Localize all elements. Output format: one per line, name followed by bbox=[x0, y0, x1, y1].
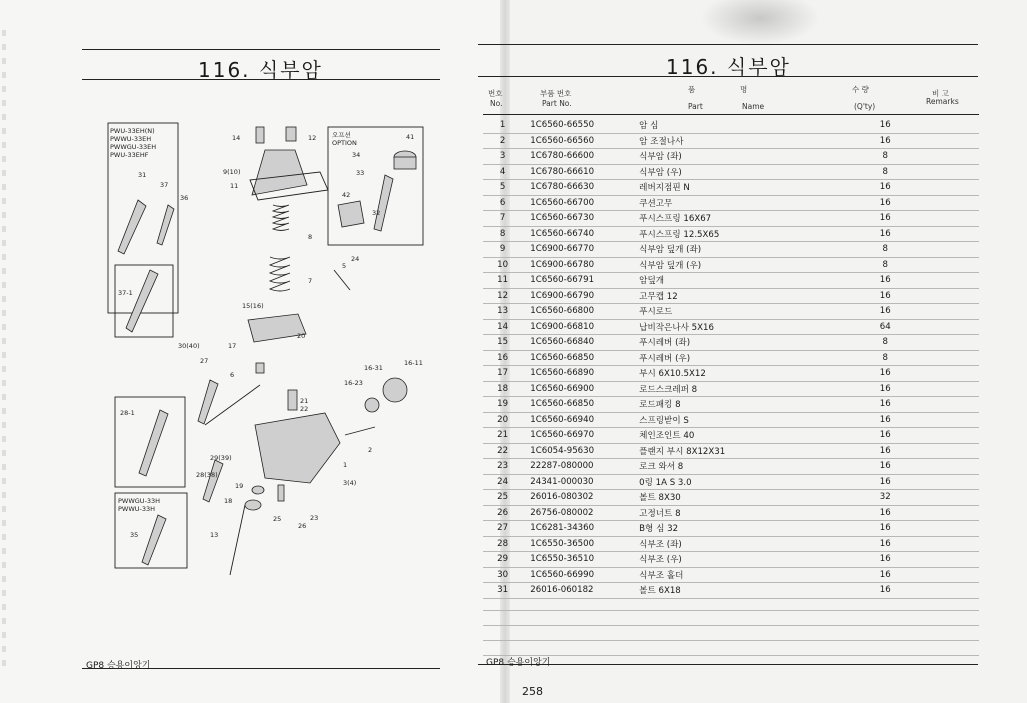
callout-label: 14 bbox=[232, 134, 241, 142]
exploded-view-drawing bbox=[60, 105, 480, 650]
remarks bbox=[905, 195, 979, 211]
table-row bbox=[483, 195, 979, 211]
remarks bbox=[905, 211, 979, 227]
row-number: 18 bbox=[483, 381, 522, 397]
empty-table-line bbox=[483, 640, 979, 641]
remarks bbox=[905, 335, 979, 351]
part-number: 1C6550-36510 bbox=[522, 552, 639, 568]
callout-label: 17 bbox=[228, 342, 237, 350]
quantity: 16 bbox=[866, 226, 905, 242]
quantity: 16 bbox=[866, 180, 905, 196]
row-number: 5 bbox=[483, 180, 522, 196]
row-number: 22 bbox=[483, 443, 522, 459]
part-name: 플랜지 부시 8X12X31 bbox=[639, 443, 865, 459]
part-number: 1C6560-66890 bbox=[522, 366, 639, 382]
table-row bbox=[483, 443, 979, 459]
remarks bbox=[905, 443, 979, 459]
callout-label: 16-31 bbox=[364, 364, 383, 372]
row-number: 29 bbox=[483, 552, 522, 568]
row-number: 26 bbox=[483, 505, 522, 521]
callout-label: 37-1 bbox=[118, 289, 133, 297]
part-name: 식부조 (좌) bbox=[639, 536, 865, 552]
callout-label: 6 bbox=[230, 371, 235, 379]
quantity: 16 bbox=[866, 381, 905, 397]
arm-shaft-drawing bbox=[383, 378, 407, 402]
header-part-name: Name bbox=[742, 102, 765, 111]
quantity: 16 bbox=[866, 118, 905, 133]
remarks bbox=[905, 288, 979, 304]
part-number: 26756-080002 bbox=[522, 505, 639, 521]
callout-label: 11 bbox=[230, 182, 239, 190]
remarks bbox=[905, 133, 979, 149]
part-name: 푸시스프링 16X67 bbox=[639, 211, 865, 227]
quantity: 16 bbox=[866, 459, 905, 475]
remarks bbox=[905, 273, 979, 289]
quantity: 16 bbox=[866, 552, 905, 568]
table-row bbox=[483, 319, 979, 335]
table-row bbox=[483, 118, 979, 133]
part-name: 로드패킹 8 bbox=[639, 397, 865, 413]
table-row bbox=[483, 505, 979, 521]
part-name: 암 심 bbox=[639, 118, 865, 133]
header-remarks: Remarks bbox=[926, 97, 959, 106]
part-number: 1C6560-66940 bbox=[522, 412, 639, 428]
left-title-rule-bottom bbox=[82, 79, 440, 80]
remarks bbox=[905, 428, 979, 444]
empty-table-line bbox=[483, 655, 979, 656]
part-name: 납비작은나사 5X16 bbox=[639, 319, 865, 335]
part-number: 1C6560-66700 bbox=[522, 195, 639, 211]
option-label: OPTION bbox=[332, 139, 357, 147]
table-row bbox=[483, 242, 979, 258]
row-number: 6 bbox=[483, 195, 522, 211]
rod-scraper-drawing bbox=[245, 500, 261, 510]
part-name: 식부암 (좌) bbox=[639, 149, 865, 165]
part-name: 식부조 (우) bbox=[639, 552, 865, 568]
planting-claw-drawing bbox=[157, 205, 174, 245]
cushion-rubber-drawing bbox=[256, 363, 264, 373]
remarks bbox=[905, 366, 979, 382]
flange-bush-drawing bbox=[288, 390, 297, 410]
row-number: 16 bbox=[483, 350, 522, 366]
right-title-rule-bottom bbox=[478, 76, 978, 77]
part-name: 푸시로드 bbox=[639, 304, 865, 320]
row-number: 27 bbox=[483, 521, 522, 537]
callout-label: 9(10) bbox=[223, 168, 241, 176]
callout-label: 19 bbox=[235, 482, 244, 490]
part-name: 고정너트 8 bbox=[639, 505, 865, 521]
part-name: 로드스크레퍼 8 bbox=[639, 381, 865, 397]
adjust-screw-drawing bbox=[345, 427, 375, 435]
callout-label: 27 bbox=[200, 357, 209, 365]
part-number: 1C6560-66850 bbox=[522, 397, 639, 413]
part-number: 1C6780-66610 bbox=[522, 164, 639, 180]
remarks bbox=[905, 505, 979, 521]
callout-label: 8 bbox=[308, 233, 313, 241]
table-row bbox=[483, 474, 979, 490]
planting-claw-drawing bbox=[203, 460, 223, 502]
row-number: 9 bbox=[483, 242, 522, 258]
part-name: 레버지점핀 N bbox=[639, 180, 865, 196]
rod-packing-drawing bbox=[252, 486, 264, 494]
header-remarks-korean: 비 고 bbox=[932, 89, 949, 98]
remarks bbox=[905, 490, 979, 506]
part-name: 식부암 (우) bbox=[639, 164, 865, 180]
header-no-korean: 번호 bbox=[488, 89, 503, 98]
callout-label: 35 bbox=[130, 531, 139, 539]
callout-label: 18 bbox=[224, 497, 233, 505]
part-name: 푸시레버 (좌) bbox=[639, 335, 865, 351]
part-number: 1C6900-66780 bbox=[522, 257, 639, 273]
row-number: 31 bbox=[483, 583, 522, 599]
remarks bbox=[905, 397, 979, 413]
table-row bbox=[483, 149, 979, 165]
option-part-drawing bbox=[394, 157, 416, 169]
callout-label: 25 bbox=[273, 515, 282, 523]
remarks bbox=[905, 521, 979, 537]
remarks bbox=[905, 474, 979, 490]
quantity: 8 bbox=[866, 242, 905, 258]
remarks bbox=[905, 118, 979, 133]
push-rod-drawing bbox=[230, 505, 245, 575]
part-number: 22287-080000 bbox=[522, 459, 639, 475]
part-number: 1C6900-66770 bbox=[522, 242, 639, 258]
table-row bbox=[483, 304, 979, 320]
row-number: 11 bbox=[483, 273, 522, 289]
quantity: 16 bbox=[866, 521, 905, 537]
right-footer-rule bbox=[478, 664, 978, 665]
row-number: 7 bbox=[483, 211, 522, 227]
header-rule bbox=[483, 114, 979, 115]
callout-label: 30(40) bbox=[178, 342, 200, 350]
remarks bbox=[905, 350, 979, 366]
row-number: 13 bbox=[483, 304, 522, 320]
left-page-title: 116. 식부암 bbox=[198, 58, 323, 82]
table-row bbox=[483, 211, 979, 227]
empty-table-line bbox=[483, 625, 979, 626]
callout-label: 31 bbox=[138, 171, 147, 179]
table-row bbox=[483, 521, 979, 537]
callout-label: 5 bbox=[342, 262, 347, 270]
part-number: 1C6560-66840 bbox=[522, 335, 639, 351]
remarks bbox=[905, 242, 979, 258]
parts-diagram bbox=[60, 105, 480, 650]
part-number: 1C6780-66600 bbox=[522, 149, 639, 165]
part-number: 1C6560-66990 bbox=[522, 567, 639, 583]
table-row bbox=[483, 226, 979, 242]
row-number: 17 bbox=[483, 366, 522, 382]
right-page-title: 116. 식부암 bbox=[666, 55, 791, 79]
header-name-korean: 명 bbox=[740, 85, 748, 94]
header-qty: (Q'ty) bbox=[854, 102, 876, 111]
callout-label: 28-1 bbox=[120, 409, 135, 417]
table-row bbox=[483, 164, 979, 180]
part-name: 쿠션고무 bbox=[639, 195, 865, 211]
quantity: 16 bbox=[866, 304, 905, 320]
planting-claw-drawing bbox=[126, 270, 158, 332]
row-number: 8 bbox=[483, 226, 522, 242]
callout-label: 7 bbox=[308, 277, 313, 285]
parts-table-body bbox=[483, 118, 979, 598]
left-title-rule-top bbox=[82, 49, 440, 50]
remarks bbox=[905, 304, 979, 320]
table-row bbox=[483, 459, 979, 475]
part-name: 암 조절나사 bbox=[639, 133, 865, 149]
model-label: PWWU-33EH bbox=[110, 135, 152, 143]
quantity: 8 bbox=[866, 257, 905, 273]
row-number: 24 bbox=[483, 474, 522, 490]
table-row bbox=[483, 552, 979, 568]
row-number: 4 bbox=[483, 164, 522, 180]
table-row bbox=[483, 180, 979, 196]
quantity: 64 bbox=[866, 319, 905, 335]
part-name: 체인조인트 40 bbox=[639, 428, 865, 444]
table-row bbox=[483, 536, 979, 552]
part-name: 식부조 홀더 bbox=[639, 567, 865, 583]
push-spring-drawing bbox=[273, 205, 289, 231]
callout-label: 3(4) bbox=[343, 479, 357, 487]
callout-label: 21 bbox=[300, 397, 309, 405]
model-label: PWWGU-33EH bbox=[110, 143, 157, 151]
part-name: 볼트 6X18 bbox=[639, 583, 865, 599]
callout-label: 36 bbox=[180, 194, 189, 202]
row-number: 2 bbox=[483, 133, 522, 149]
callout-label: 15(16) bbox=[242, 302, 264, 310]
remarks bbox=[905, 459, 979, 475]
part-number: 1C6560-66791 bbox=[522, 273, 639, 289]
table-row bbox=[483, 366, 979, 382]
part-name: 푸시레버 (우) bbox=[639, 350, 865, 366]
table-row bbox=[483, 583, 979, 599]
remarks bbox=[905, 381, 979, 397]
remarks bbox=[905, 583, 979, 599]
quantity: 16 bbox=[866, 211, 905, 227]
quantity: 16 bbox=[866, 536, 905, 552]
part-number: 1C6560-66560 bbox=[522, 133, 639, 149]
callout-label: 37 bbox=[160, 181, 169, 189]
table-row bbox=[483, 288, 979, 304]
callout-label: 24 bbox=[351, 255, 360, 263]
quantity: 8 bbox=[866, 149, 905, 165]
page-edge-marks bbox=[2, 30, 6, 670]
header-qty-korean: 수 량 bbox=[852, 85, 869, 94]
row-number: 21 bbox=[483, 428, 522, 444]
remarks bbox=[905, 164, 979, 180]
left-footer: GP8 승용이앙기 bbox=[86, 661, 151, 671]
row-number: 10 bbox=[483, 257, 522, 273]
table-row bbox=[483, 257, 979, 273]
part-number: 1C6560-66970 bbox=[522, 428, 639, 444]
option-bracket-drawing bbox=[338, 201, 364, 227]
quantity: 16 bbox=[866, 366, 905, 382]
quantity: 32 bbox=[866, 490, 905, 506]
row-number: 20 bbox=[483, 412, 522, 428]
planting-arm-body-drawing bbox=[255, 413, 340, 483]
part-name: 암덮개 bbox=[639, 273, 865, 289]
quantity: 16 bbox=[866, 288, 905, 304]
remarks bbox=[905, 412, 979, 428]
bolt-drawing bbox=[278, 485, 284, 501]
table-row bbox=[483, 273, 979, 289]
option-claw-drawing bbox=[374, 175, 393, 231]
right-title-rule-top bbox=[478, 44, 978, 45]
model-label: PWWGU-33H bbox=[118, 497, 161, 505]
row-number: 28 bbox=[483, 536, 522, 552]
header-name-korean: 품 bbox=[688, 85, 696, 94]
quantity: 16 bbox=[866, 583, 905, 599]
part-number: 1C6560-66550 bbox=[522, 118, 639, 133]
row-number: 12 bbox=[483, 288, 522, 304]
table-row bbox=[483, 397, 979, 413]
quantity: 8 bbox=[866, 350, 905, 366]
remarks bbox=[905, 257, 979, 273]
part-name: 푸시스프링 12.5X65 bbox=[639, 226, 865, 242]
callout-label: 2 bbox=[368, 446, 373, 454]
callout-label: 1 bbox=[343, 461, 348, 469]
quantity: 16 bbox=[866, 412, 905, 428]
callout-label: 16-23 bbox=[344, 379, 363, 387]
part-number: 26016-060182 bbox=[522, 583, 639, 599]
part-number: 26016-080302 bbox=[522, 490, 639, 506]
part-name: 볼트 8X30 bbox=[639, 490, 865, 506]
callout-label: 33 bbox=[356, 169, 365, 177]
part-number: 1C6780-66630 bbox=[522, 180, 639, 196]
model-label: PWU-33EH(N) bbox=[110, 127, 155, 135]
lever-pin-drawing bbox=[334, 270, 350, 290]
remarks bbox=[905, 226, 979, 242]
header-no: No. bbox=[490, 99, 503, 108]
part-number: 1C6054-95630 bbox=[522, 443, 639, 459]
quantity: 16 bbox=[866, 567, 905, 583]
table-row bbox=[483, 412, 979, 428]
remarks bbox=[905, 180, 979, 196]
part-name: 스프링받이 S bbox=[639, 412, 865, 428]
scan-smudge bbox=[700, 0, 820, 45]
quantity: 16 bbox=[866, 397, 905, 413]
part-name: 식부암 덮개 (좌) bbox=[639, 242, 865, 258]
table-row bbox=[483, 350, 979, 366]
parts-table bbox=[483, 118, 979, 599]
callout-label: 28(38) bbox=[196, 471, 218, 479]
row-number: 15 bbox=[483, 335, 522, 351]
quantity: 8 bbox=[866, 335, 905, 351]
option-label-korean: 오프션 bbox=[332, 131, 351, 139]
row-number: 30 bbox=[483, 567, 522, 583]
rubber-cap-drawing bbox=[286, 127, 296, 141]
part-name: 부시 6X10.5X12 bbox=[639, 366, 865, 382]
table-row bbox=[483, 567, 979, 583]
callout-label: 12 bbox=[308, 134, 317, 142]
table-row bbox=[483, 428, 979, 444]
part-name: 식부암 덮개 (우) bbox=[639, 257, 865, 273]
header-part-no-korean: 부품 번호 bbox=[540, 89, 572, 98]
table-row bbox=[483, 335, 979, 351]
part-number: 1C6900-66810 bbox=[522, 319, 639, 335]
remarks bbox=[905, 149, 979, 165]
quantity: 16 bbox=[866, 195, 905, 211]
empty-table-line bbox=[483, 610, 979, 611]
row-number: 14 bbox=[483, 319, 522, 335]
quantity: 16 bbox=[866, 443, 905, 459]
callout-label: 41 bbox=[406, 133, 415, 141]
table-row bbox=[483, 490, 979, 506]
table-row bbox=[483, 381, 979, 397]
model-label: PWWU-33H bbox=[118, 505, 156, 513]
row-number: 23 bbox=[483, 459, 522, 475]
quantity: 16 bbox=[866, 505, 905, 521]
row-number: 1 bbox=[483, 118, 522, 133]
quantity: 8 bbox=[866, 164, 905, 180]
quantity: 16 bbox=[866, 474, 905, 490]
part-number: 1C6560-66850 bbox=[522, 350, 639, 366]
row-number: 19 bbox=[483, 397, 522, 413]
callout-label: 42 bbox=[342, 191, 351, 199]
header-part-name: Part bbox=[688, 102, 703, 111]
quantity: 16 bbox=[866, 273, 905, 289]
callout-label: 16-11 bbox=[404, 359, 423, 367]
callout-label: 32 bbox=[372, 209, 381, 217]
callout-label: 13 bbox=[210, 531, 219, 539]
quantity: 16 bbox=[866, 133, 905, 149]
row-number: 3 bbox=[483, 149, 522, 165]
quantity: 16 bbox=[866, 428, 905, 444]
remarks bbox=[905, 567, 979, 583]
part-number: 1C6281-34360 bbox=[522, 521, 639, 537]
part-number: 1C6560-66730 bbox=[522, 211, 639, 227]
model-label: PWU-33EHF bbox=[110, 151, 149, 159]
arm-cover-drawing bbox=[252, 150, 307, 195]
remarks bbox=[905, 536, 979, 552]
part-name: 로크 와셔 8 bbox=[639, 459, 865, 475]
right-footer: GP8 승용이앙기 bbox=[486, 658, 551, 668]
part-number: 24341-000030 bbox=[522, 474, 639, 490]
callout-label: 34 bbox=[352, 151, 361, 159]
remarks bbox=[905, 552, 979, 568]
part-number: 1C6900-66790 bbox=[522, 288, 639, 304]
planting-claw-drawing bbox=[118, 200, 146, 254]
part-name: 0링 1A S 3.0 bbox=[639, 474, 865, 490]
table-row bbox=[483, 133, 979, 149]
screw-drawing bbox=[256, 127, 264, 143]
callout-label: 26 bbox=[298, 522, 307, 530]
part-number: 1C6560-66900 bbox=[522, 381, 639, 397]
part-number: 1C6550-36500 bbox=[522, 536, 639, 552]
part-name: B형 심 32 bbox=[639, 521, 865, 537]
callout-label: 23 bbox=[310, 514, 319, 522]
callout-label: 22 bbox=[300, 405, 309, 413]
remarks bbox=[905, 319, 979, 335]
callout-label: 20 bbox=[297, 332, 306, 340]
push-spring-drawing bbox=[270, 257, 290, 291]
part-number: 1C6560-66740 bbox=[522, 226, 639, 242]
washer-drawing bbox=[365, 398, 379, 412]
row-number: 25 bbox=[483, 490, 522, 506]
page-number: 258 bbox=[522, 685, 543, 698]
header-part-no: Part No. bbox=[542, 99, 572, 108]
callout-label: 29(39) bbox=[210, 454, 232, 462]
part-number: 1C6560-66800 bbox=[522, 304, 639, 320]
planting-claw-drawing bbox=[142, 515, 166, 565]
planting-claw-drawing bbox=[139, 410, 168, 476]
part-name: 고무캡 12 bbox=[639, 288, 865, 304]
